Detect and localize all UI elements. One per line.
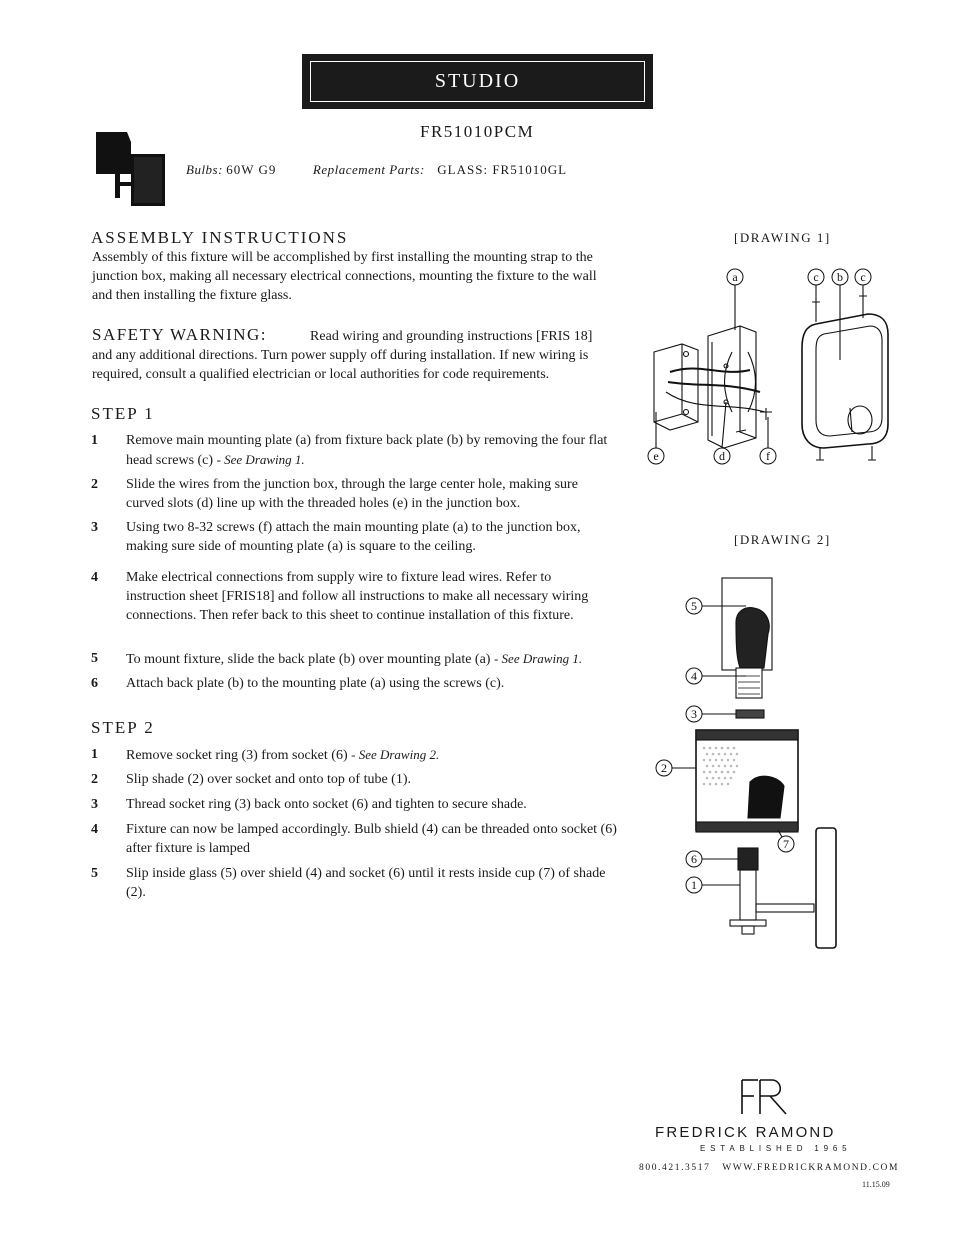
- bulbs-label: Bulbs:: [186, 162, 223, 177]
- brand-established: ESTABLISHED 1965: [700, 1144, 852, 1153]
- step-text: Thread socket ring (3) back onto socket (6) and tighten to secure shade.: [126, 797, 527, 812]
- fixture-thumbnail-image: [93, 128, 173, 210]
- collection-title: STUDIO: [434, 70, 521, 92]
- step-number: 2: [91, 772, 98, 787]
- callout-d: d: [719, 449, 725, 463]
- step-reference: - See Drawing 2.: [351, 747, 440, 762]
- assembly-heading: ASSEMBLY INSTRUCTIONS: [91, 228, 349, 247]
- safety-text: Read wiring and grounding instructions [FRIS 18] and any additional directions. Turn power supply off during installation. If new wiring is required, consult a qualified electrician or local authorities for code requirements.: [92, 329, 593, 382]
- contact-info: 800.421.3517 WWW.FREDRICKRAMOND.COM: [639, 1163, 900, 1173]
- callout-7: 7: [783, 837, 789, 851]
- step2-heading: STEP 2: [91, 718, 155, 737]
- callout-2: 2: [661, 761, 667, 775]
- callout-5: 5: [691, 599, 697, 613]
- step-text: Make electrical connections from supply wire to fixture lead wires. Refer to instruction sheet [FRIS18] and follow all instructions to make all necessary wiring connections. Then refer back to this sheet to continue installation of this fixture.: [126, 570, 589, 623]
- step1-heading: STEP 1: [91, 404, 155, 423]
- step-text: Slide the wires from the junction box, through the large center hole, making sure curved slots (d) line up with the threaded holes (e) in the junction box.: [126, 477, 578, 511]
- step-text: [126, 649, 618, 669]
- step-number: 4: [91, 822, 98, 837]
- step-text: [126, 431, 618, 470]
- callout-1: 1: [691, 878, 697, 892]
- brand-name: FREDRICK RAMOND: [655, 1124, 836, 1141]
- drawing2-diagram: [650, 572, 850, 956]
- step-number: 3: [91, 520, 98, 535]
- bulbs-value: 60W G9: [226, 162, 277, 177]
- step-number: 1: [91, 747, 98, 762]
- callout-b: b: [837, 270, 843, 284]
- step-number: 5: [91, 651, 98, 666]
- assembly-text: Assembly of this fixture will be accomplished by first installing the mounting strap to the junction box, making all necessary electrical connections, mounting the fixture to the wall and then installing the fixture glass.: [92, 250, 597, 303]
- step-text: Fixture can now be lamped accordingly. Bulb shield (4) can be threaded onto socket (6) after fixture is lamped: [126, 822, 617, 856]
- step-number: 2: [91, 477, 98, 492]
- collection-banner: [302, 54, 653, 109]
- step-text: Using two 8-32 screws (f) attach the main mounting plate (a) to the junction box, making sure side of mounting plate (a) is square to the ceiling.: [126, 520, 581, 554]
- callout-a: a: [732, 270, 738, 284]
- step-text: Slip shade (2) over socket and onto top of tube (1).: [126, 772, 411, 787]
- safety-heading: SAFETY WARNING:: [92, 325, 268, 344]
- step-text: Attach back plate (b) to the mounting plate (a) using the screws (c).: [126, 676, 505, 691]
- parts-label: Replacement Parts:: [312, 162, 425, 177]
- specs-line: [186, 162, 567, 178]
- safety-block: [92, 325, 614, 384]
- banner-frame: [310, 61, 645, 102]
- callout-f: f: [766, 449, 770, 463]
- brand-logo-icon: [738, 1076, 792, 1118]
- step-number: 3: [91, 797, 98, 812]
- step-text-body: To mount fixture, slide the back plate (b) over mounting plate (a): [126, 652, 491, 667]
- parts-value: GLASS: FR51010GL: [437, 162, 568, 177]
- step-text: [126, 745, 618, 765]
- step-text: Slip inside glass (5) over shield (4) and socket (6) until it rests inside cup (7) of shade (2).: [126, 866, 606, 900]
- step-text-body: Remove socket ring (3) from socket (6): [126, 748, 348, 763]
- step-reference: - See Drawing 1.: [216, 452, 305, 467]
- step-reference: - See Drawing 1.: [493, 651, 583, 666]
- model-number: FR51010PCM: [420, 122, 535, 141]
- drawing1-label: [DRAWING 1]: [734, 230, 831, 245]
- drawing2-label: [DRAWING 2]: [734, 532, 831, 547]
- revision-date: 11.15.09: [862, 1180, 890, 1189]
- step-number: 4: [91, 570, 98, 585]
- callout-c-left: c: [813, 270, 819, 284]
- callout-c-right: c: [860, 270, 866, 284]
- drawing1-diagram: [640, 262, 890, 474]
- step-number: 6: [91, 676, 98, 691]
- callout-3: 3: [691, 707, 697, 721]
- callout-6: 6: [691, 852, 697, 866]
- callout-e: e: [653, 449, 659, 463]
- step-number: 1: [91, 433, 98, 448]
- step-text-body: Remove main mounting plate (a) from fixture back plate (b) by removing the four flat head screws (c): [126, 433, 608, 468]
- step-number: 5: [91, 866, 98, 881]
- callout-4: 4: [691, 669, 697, 683]
